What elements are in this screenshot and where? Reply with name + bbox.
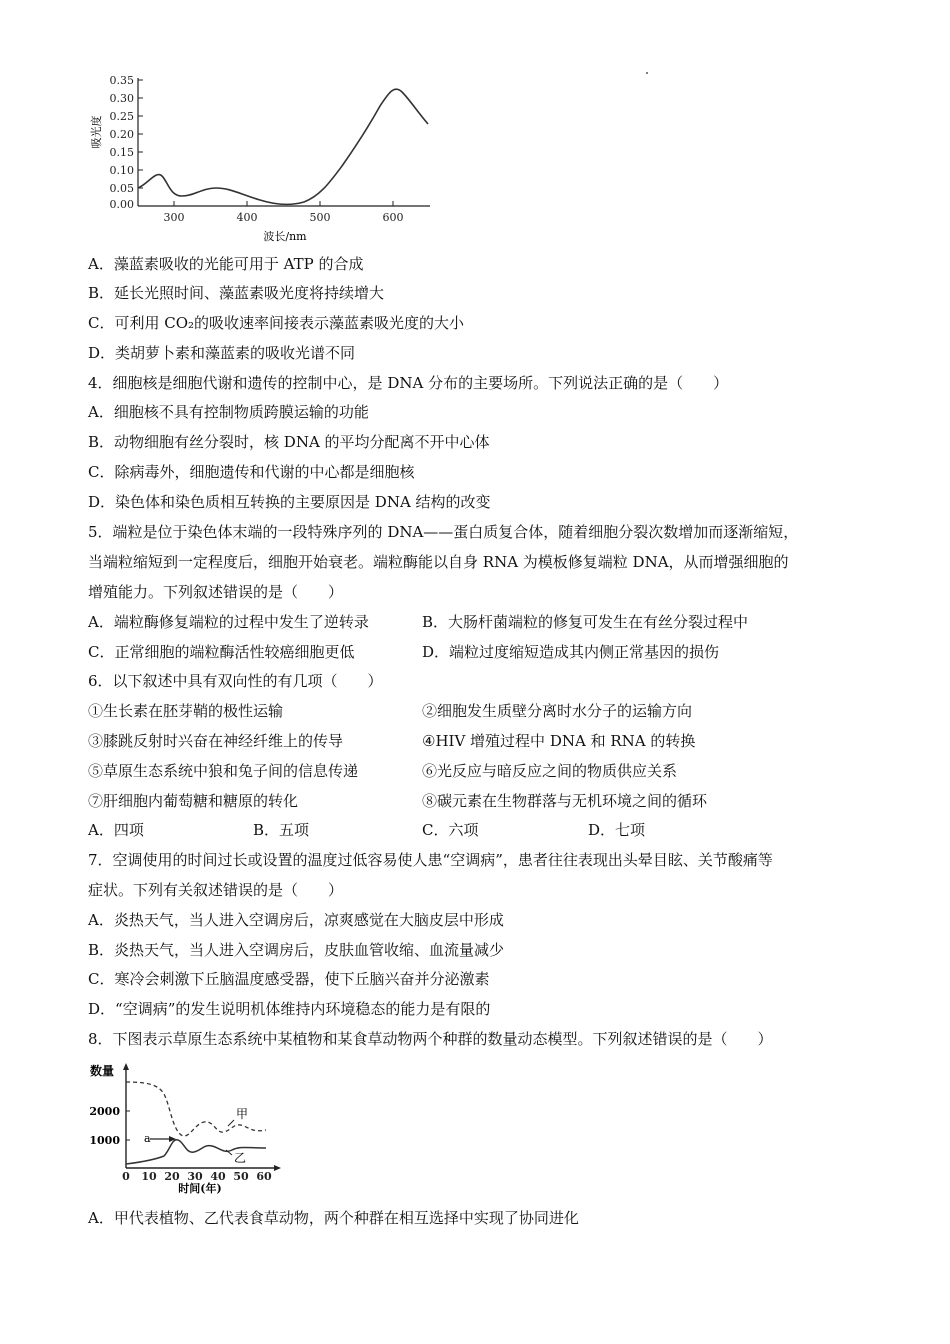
q6-item: ③膝跳反射时兴奋在神经纤维上的传导 [88, 732, 344, 750]
x-tick: 400 [236, 211, 258, 224]
q6-option-a: A．四项 [88, 821, 144, 839]
y-axis-label: 数量 [90, 1064, 115, 1078]
q6-option-c: C．六项 [422, 821, 479, 839]
x-axis-label: 时间(年) [178, 1182, 222, 1195]
q6-item: ④HIV 增殖过程中 DNA 和 RNA 的转换 [422, 732, 696, 750]
y-tick: 0.35 [109, 74, 134, 87]
y-tick: 0.20 [109, 128, 134, 141]
y-tick: 1000 [89, 1134, 120, 1147]
q8-option-a: A．甲代表植物、乙代表食草动物，两个种群在相互选择中实现了协同进化 [88, 1209, 579, 1227]
q6-item: ①生长素在胚芽鞘的极性运输 [88, 702, 284, 720]
q7-option-a: A．炎热天气，当人进入空调房后，凉爽感觉在大脑皮层中形成 [88, 911, 504, 929]
population-chart [86, 1060, 286, 1195]
q5-option-a: A．端粒酶修复端粒的过程中发生了逆转录 [88, 613, 369, 631]
y-tick: 0.15 [109, 146, 134, 159]
q3-option-c: C．可利用 CO₂的吸收速率间接表示藻蓝素吸光度的大小 [88, 314, 465, 332]
q7-option-d: D．“空调病”的发生说明机体维持内环境稳态的能力是有限的 [88, 1000, 491, 1018]
q6-option-d: D．七项 [588, 821, 646, 839]
q7-option-c: C．寒冷会刺激下丘脑温度感受器，使下丘脑兴奋并分泌激素 [88, 970, 490, 988]
x-tick: 20 [164, 1170, 180, 1183]
q4-option-d: D．染色体和染色质相互转换的主要原因是 DNA 结构的改变 [88, 493, 491, 511]
absorbance-curve [138, 89, 428, 204]
y-tick: 2000 [89, 1105, 120, 1118]
y-tick: 0.05 [109, 182, 134, 195]
q8-stem: 8．下图表示草原生态系统中某植物和某食草动物两个种群的数量动态模型。下列叙述错误的是（ ） [88, 1030, 773, 1048]
q3-option-b: B．延长光照时间、藻蓝素吸光度将持续增大 [88, 284, 385, 302]
q6-item: ⑥光反应与暗反应之间的物质供应关系 [422, 762, 678, 780]
x-tick: 500 [309, 211, 331, 224]
q6-item: ⑧碳元素在生物群落与无机环境之间的循环 [422, 792, 708, 810]
q5-stem-line2: 当端粒缩短到一定程度后，细胞开始衰老。端粒酶能以自身 RNA 为模板修复端粒 DNA，从而增强细胞的 [88, 553, 789, 571]
q6-stem: 6．以下叙述中具有双向性的有几项（ ） [88, 672, 383, 690]
y-axis-label: 吸光度 [90, 115, 103, 149]
q6-option-b: B．五项 [253, 821, 310, 839]
x-tick: 40 [210, 1170, 226, 1183]
y-tick: 0.25 [109, 110, 134, 123]
y-tick: 0.10 [109, 164, 134, 177]
x-axis-label: 波长/nm [263, 230, 307, 243]
q6-item: ②细胞发生质壁分离时水分子的运输方向 [422, 702, 693, 720]
q4-option-b: B．动物细胞有丝分裂时，核 DNA 的平均分配离不开中心体 [88, 433, 490, 451]
q3-option-d: D．类胡萝卜素和藻蓝素的吸收光谱不同 [88, 344, 356, 362]
q7-stem-line1: 7．空调使用的时间过长或设置的温度过低容易使人患“空调病”，患者往往表现出头晕目眩、关节酸痛等 [88, 851, 773, 869]
q6-item: ⑤草原生态系统中狼和兔子间的信息传递 [88, 762, 359, 780]
q4-option-a: A．细胞核不具有控制物质跨膜运输的功能 [88, 403, 369, 421]
y-tick: 0.30 [109, 92, 134, 105]
x-tick: 600 [382, 211, 404, 224]
x-tick: 10 [141, 1170, 157, 1183]
x-tick: 60 [256, 1170, 272, 1183]
q7-stem-line2: 症状。下列有关叙述错误的是（ ） [88, 881, 344, 899]
label-jia: 甲 [236, 1107, 249, 1121]
q4-option-c: C．除病毒外，细胞遗传和代谢的中心都是细胞核 [88, 463, 415, 481]
q5-option-d: D．端粒过度缩短造成其内侧正常基因的损伤 [422, 643, 720, 661]
q5-stem-line3: 增殖能力。下列叙述错误的是（ ） [88, 583, 344, 601]
x-tick: 30 [187, 1170, 203, 1183]
q6-item: ⑦肝细胞内葡萄糖和糖原的转化 [88, 792, 299, 810]
q5-option-b: B．大肠杆菌端粒的修复可发生在有丝分裂过程中 [422, 613, 749, 631]
q7-option-b: B．炎热天气，当人进入空调房后，皮肤血管收缩、血流量减少 [88, 941, 505, 959]
q5-option-c: C．正常细胞的端粒酶活性较癌细胞更低 [88, 643, 355, 661]
q4-stem: 4．细胞核是细胞代谢和遗传的控制中心，是 DNA 分布的主要场所。下列说法正确的是（ ） [88, 374, 729, 392]
absorbance-chart [90, 70, 440, 250]
label-a: a [144, 1132, 151, 1145]
x-tick: 300 [163, 211, 185, 224]
q5-stem-line1: 5．端粒是位于染色体末端的一段特殊序列的 DNA——蛋白质复合体，随着细胞分裂次数增加而逐渐缩短， [88, 523, 799, 541]
y-tick: 0.00 [109, 198, 134, 211]
stray-dot [646, 72, 648, 74]
q3-option-a: A．藻蓝素吸收的光能可用于 ATP 的合成 [88, 255, 364, 273]
x-tick: 50 [233, 1170, 249, 1183]
x-tick: 0 [122, 1170, 130, 1183]
label-yi: 乙 [234, 1151, 247, 1165]
